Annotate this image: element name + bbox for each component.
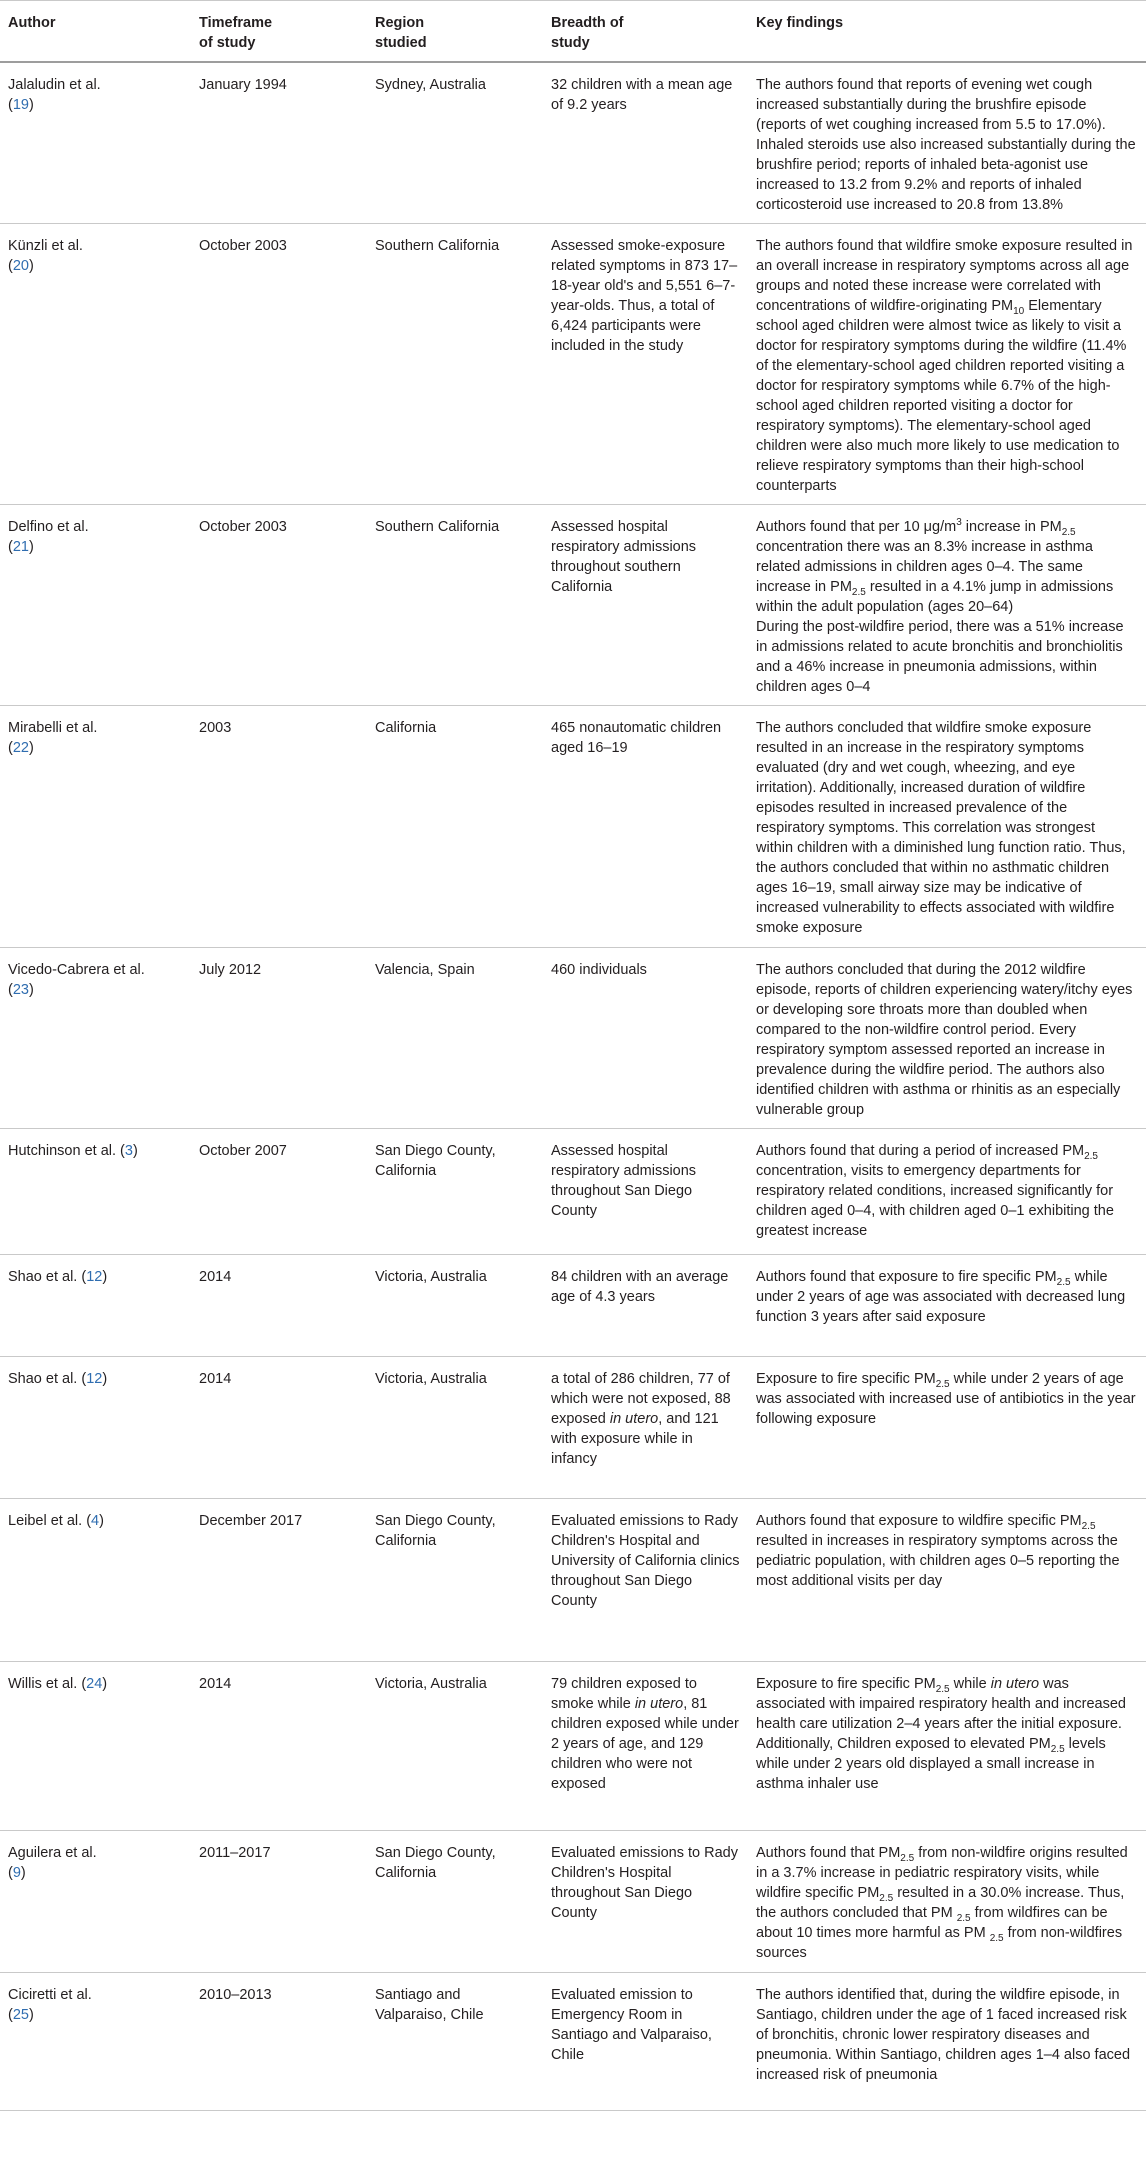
reference-link[interactable]: 12 <box>86 1269 103 1285</box>
region-cell: San Diego County, California <box>367 1831 543 1973</box>
reference-link[interactable]: 20 <box>12 258 29 274</box>
table-row <box>0 224 1146 505</box>
reference-link[interactable]: 24 <box>86 1676 103 1692</box>
author-cell: Shao et al. (12) <box>0 1357 191 1499</box>
header-region: Region studied <box>367 0 543 62</box>
findings-cell: Authors found that per 10 $\mu g/m^3$ increase in $PM_{2.5}$ concentration there was an 8.3% increase in asthma related admissions in children ages 0–4. The same increase in $PM_{2.5}$ resulted in a 4.1% jump in admissions within the adult population (ages 20–64) During the post-wildfire period, there was a 51% increase in admissions related to acute bronchitis and bronchiolitis and a 46% increase in pneumonia admissions, within children ages 0–4 <box>748 505 1146 706</box>
findings-cell: Authors found that $PM_{2.5}$ from non-wildfire origins resulted in a 3.7% increase in pediatric respiratory visits, while wildfire specific $PM_{2.5}$ resulted in a 30.0% increase. Thus, the authors concluded that PM $_{2.5}$ from wildfires can be about 10 times more harmful as PM $_{2.5}$ from non-wildfires sources <box>748 1831 1146 1973</box>
table-row <box>0 1129 1146 1255</box>
region-cell: Victoria, Australia <box>367 1662 543 1831</box>
region-cell: Southern California <box>367 224 543 505</box>
region-cell: San Diego County, California <box>367 1499 543 1662</box>
reference-link[interactable]: 23 <box>12 982 29 998</box>
author-cell: Mirabelli et al. (22) <box>0 706 191 948</box>
breadth-cell: 460 individuals <box>543 948 748 1129</box>
findings-cell: Authors found that exposure to fire specific $PM_{2.5}$ while under 2 years of age was associated with decreased lung function 3 years after said exposure <box>748 1255 1146 1357</box>
findings-cell: The authors concluded that wildfire smoke exposure resulted in an increase in the respiratory symptoms evaluated (dry and wet cough, wheezing, and eye irritation). Additionally, increased duration of wildfire episodes resulted in increased prevalence of the respiratory symptoms. This correlation was strongest within children with a diminished lung function ratio. Thus, the authors concluded that within no asthmatic children ages 16–19, small airway size may be indicative of increased vulnerability to effects associated with wildfire smoke exposure <box>748 706 1146 948</box>
table-row <box>0 1831 1146 1973</box>
reference-link[interactable]: 25 <box>12 2007 29 2023</box>
header-findings: Key findings <box>748 0 1146 62</box>
region-cell: Southern California <box>367 505 543 706</box>
table-row <box>0 62 1146 224</box>
region-cell: California <box>367 706 543 948</box>
findings-cell: Exposure to fire specific $PM_{2.5}$ while under 2 years of age was associated with increased use of antibiotics in the year following exposure <box>748 1357 1146 1499</box>
findings-cell: Authors found that during a period of increased $PM_{2.5}$ concentration, visits to emergency departments for respiratory related conditions, increased significantly for children aged 0–4, with children aged 0–1 exhibiting the greatest increase <box>748 1129 1146 1255</box>
timeframe-cell: 2014 <box>191 1357 367 1499</box>
breadth-cell: Evaluated emission to Emergency Room in Santiago and Valparaiso, Chile <box>543 1973 748 2111</box>
author-cell: Willis et al. (24) <box>0 1662 191 1831</box>
findings-cell: The authors found that wildfire smoke exposure resulted in an overall increase in respiratory symptoms across all age groups and noted these increase were correlated with concentrations of wildfire-originating $PM_{10}$ Elementary school aged children were almost twice as likely to visit a doctor for respiratory symptoms during the wildfire (11.4% of the elementary-school aged children reported visiting a doctor for respiratory symptoms while 6.7% of the high-school aged children reported visiting a doctor for respiratory symptoms). The elementary-school aged children were also much more likely to use medication to relieve respiratory symptoms than their high-school counterparts <box>748 224 1146 505</box>
reference-link[interactable]: 4 <box>91 1513 100 1529</box>
reference-link[interactable]: 12 <box>86 1371 103 1387</box>
findings-cell: Authors found that exposure to wildfire specific $PM_{2.5}$ resulted in increases in respiratory symptoms across the pediatric population, with children ages 0–5 reporting the most additional visits per day <box>748 1499 1146 1662</box>
author-cell: Shao et al. (12) <box>0 1255 191 1357</box>
table-row <box>0 1662 1146 1831</box>
author-cell: Delfino et al. (21) <box>0 505 191 706</box>
reference-link[interactable]: 22 <box>12 740 29 756</box>
reference-link[interactable]: 21 <box>12 539 29 555</box>
table-row <box>0 1357 1146 1499</box>
timeframe-cell: October 2003 <box>191 505 367 706</box>
breadth-cell: 79 children exposed to smoke while in utero, 81 children exposed while under 2 years of age, and 129 children who were not exposed <box>543 1662 748 1831</box>
timeframe-cell: January 1994 <box>191 62 367 224</box>
timeframe-cell: July 2012 <box>191 948 367 1129</box>
table-row <box>0 1973 1146 2111</box>
reference-link[interactable]: 19 <box>12 97 29 113</box>
breadth-cell: 32 children with a mean age of 9.2 years <box>543 62 748 224</box>
region-cell: San Diego County, California <box>367 1129 543 1255</box>
header-author: Author <box>0 0 191 62</box>
breadth-cell: 84 children with an average age of 4.3 years <box>543 1255 748 1357</box>
timeframe-cell: 2014 <box>191 1255 367 1357</box>
timeframe-cell: October 2007 <box>191 1129 367 1255</box>
header-breadth: Breadth of study <box>543 0 748 62</box>
author-cell: Jalaludin et al. (19) <box>0 62 191 224</box>
region-cell: Sydney, Australia <box>367 62 543 224</box>
breadth-cell: 465 nonautomatic children aged 16–19 <box>543 706 748 948</box>
region-cell: Valencia, Spain <box>367 948 543 1129</box>
breadth-cell: Assessed hospital respiratory admissions throughout San Diego County <box>543 1129 748 1255</box>
breadth-cell: Evaluated emissions to Rady Children's Hospital and University of California clinics throughout San Diego County <box>543 1499 748 1662</box>
breadth-cell: Evaluated emissions to Rady Children's Hospital throughout San Diego County <box>543 1831 748 1973</box>
breadth-cell: a total of 286 children, 77 of which were not exposed, 88 exposed in utero, and 121 with exposure while in infancy <box>543 1357 748 1499</box>
header-timeframe: Timeframe of study <box>191 0 367 62</box>
reference-link[interactable]: 9 <box>12 1865 21 1881</box>
table-row <box>0 1499 1146 1662</box>
top-rule <box>0 0 1146 1</box>
author-cell: Ciciretti et al. (25) <box>0 1973 191 2111</box>
timeframe-cell: October 2003 <box>191 224 367 505</box>
timeframe-cell: December 2017 <box>191 1499 367 1662</box>
author-cell: Leibel et al. (4) <box>0 1499 191 1662</box>
author-cell: Aguilera et al. (9) <box>0 1831 191 1973</box>
timeframe-cell: 2011–2017 <box>191 1831 367 1973</box>
header-row <box>0 0 1146 62</box>
author-cell: Künzli et al. (20) <box>0 224 191 505</box>
findings-cell: The authors identified that, during the wildfire episode, in Santiago, children under the age of 1 faced increased risk of bronchitis, chronic lower respiratory diseases and pneumonia. Within Santiago, children ages 1–4 also faced increased risk of pneumonia <box>748 1973 1146 2111</box>
findings-cell: Exposure to fire specific $PM_{2.5}$ while in utero was associated with impaired respiratory health and increased health care utilization 2–4 years after the initial exposure. Additionally, Children exposed to elevated $PM_{2.5}$ levels while under 2 years old displayed a small increase in asthma inhaler use <box>748 1662 1146 1831</box>
table-row <box>0 505 1146 706</box>
findings-cell: The authors found that reports of evening wet cough increased substantially during the brushfire episode (reports of wet coughing increased from 5.5 to 17.0%). Inhaled steroids use also increased substantially during the brushfire period; reports of inhaled beta-agonist use increased to 13.2 from 9.2% and reports of inhaled corticosteroid use increased to 20.8 from 13.8% <box>748 62 1146 224</box>
breadth-cell: Assessed hospital respiratory admissions throughout southern California <box>543 505 748 706</box>
timeframe-cell: 2003 <box>191 706 367 948</box>
timeframe-cell: 2014 <box>191 1662 367 1831</box>
findings-cell: The authors concluded that during the 2012 wildfire episode, reports of children experiencing watery/itchy eyes or developing sore throats more than doubled when compared to the non-wildfire control period. Every respiratory symptom assessed reported an increase in prevalence during the wildfire period. The authors also identified children with asthma or rhinitis as an especially vulnerable group <box>748 948 1146 1129</box>
author-cell: Vicedo-Cabrera et al. (23) <box>0 948 191 1129</box>
region-cell: Victoria, Australia <box>367 1357 543 1499</box>
table-row <box>0 1255 1146 1357</box>
timeframe-cell: 2010–2013 <box>191 1973 367 2111</box>
region-cell: Victoria, Australia <box>367 1255 543 1357</box>
table-row <box>0 948 1146 1129</box>
reference-link[interactable]: 3 <box>124 1143 133 1159</box>
author-cell: Hutchinson et al. (3) <box>0 1129 191 1255</box>
region-cell: Santiago and Valparaiso, Chile <box>367 1973 543 2111</box>
breadth-cell: Assessed smoke-exposure related symptoms in 873 17–18-year old's and 5,551 6–7-year-olds. Thus, a total of 6,424 participants were included in the study <box>543 224 748 505</box>
table-row <box>0 706 1146 948</box>
